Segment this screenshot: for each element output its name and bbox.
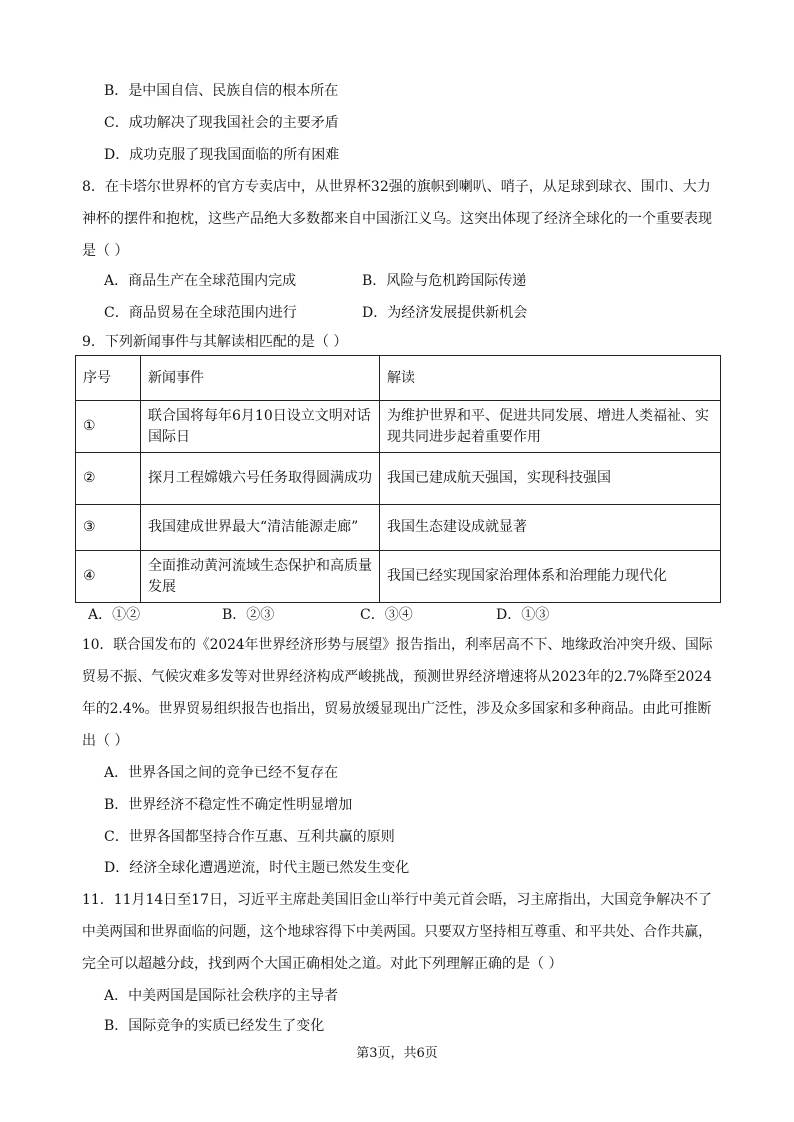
- q10-stem-line-1: 10．联合国发布的《2024年世界经济形势与展望》报告指出，利率居高不下、地缘政治冲突升级、国际: [82, 637, 713, 653]
- row-event: 联合国将每年6月10日设立文明对话国际日: [141, 401, 380, 453]
- row-number: ②: [76, 453, 141, 505]
- row-event: 我国建成世界最大“清洁能源走廊”: [141, 505, 380, 551]
- header-number: 序号: [76, 356, 141, 401]
- table-header-row: [76, 356, 721, 401]
- table-row: [76, 505, 721, 551]
- q10-option-d: D．经济全球化遭遇逆流，时代主题已然发生变化: [104, 860, 410, 876]
- row-reading: 我国已建成航天强国，实现科技强国: [380, 453, 721, 505]
- q11-stem-line-1: 11．11月14日至17日，习近平主席赴美国旧金山举行中美元首会晤，习主席指出，大国竞争解决不了: [82, 892, 713, 908]
- table-row: [76, 401, 721, 453]
- header-reading: 解读: [380, 356, 721, 401]
- q9-option-c: C．③④: [360, 607, 413, 623]
- q8-stem-line-1: 8．在卡塔尔世界杯的官方专卖店中，从世界杯32强的旗帜到喇叭、哨子，从足球到球衣、围巾、大力: [82, 179, 711, 195]
- q9-stem: 9．下列新闻事件与其解读相匹配的是（ ）: [82, 334, 348, 350]
- q11-option-b: B．国际竞争的实质已经发生了变化: [104, 1018, 325, 1034]
- row-reading: 我国生态建设成就显著: [380, 505, 721, 551]
- table-row: [76, 453, 721, 505]
- q10-option-a: A．世界各国之间的竞争已经不复存在: [104, 765, 339, 781]
- q8-option-c: C．商品贸易在全球范围内进行: [104, 305, 297, 321]
- q10-option-b: B．世界经济不稳定性不确定性明显增加: [104, 797, 353, 813]
- q8-option-d: D．为经济发展提供新机会: [362, 305, 528, 321]
- row-number: ④: [76, 551, 141, 603]
- header-event: 新闻事件: [141, 356, 380, 401]
- q9-option-b: B．②③: [222, 607, 275, 623]
- q8-option-b: B．风险与危机跨国际传递: [362, 273, 527, 289]
- q10-stem-line-3: 年的2.4%。世界贸易组织报告也指出，贸易放缓显现出广泛性，涉及众多国家和多种商品。由此可推断: [82, 701, 712, 717]
- row-number: ①: [76, 401, 141, 453]
- row-reading: 我国已经实现国家治理体系和治理能力现代化: [380, 551, 721, 603]
- q8-stem-line-2: 神杯的摆件和抱枕，这些产品绝大多数都来自中国浙江义乌。这突出体现了经济全球化的一个重要表现: [82, 211, 712, 227]
- q11-stem-line-2: 中美两国和世界面临的问题，这个地球容得下中美两国。只要双方坚持相互尊重、和平共处、合作共赢，: [82, 924, 712, 940]
- q7-option-d: D．成功克服了现我国面临的所有困难: [104, 147, 340, 163]
- q11-stem-line-3: 完全可以超越分歧，找到两个大国正确相处之道。对此下列理解正确的是（ ）: [82, 956, 563, 972]
- q8-stem-line-3: 是（ ）: [82, 243, 129, 259]
- page-footer: 第3页，共6页: [356, 1046, 438, 1061]
- q7-option-c: C．成功解决了现我国社会的主要矛盾: [104, 115, 339, 131]
- q9-option-a: A．①②: [88, 607, 141, 623]
- row-reading: 为维护世界和平、促进共同发展、增进人类福祉、实现共同进步起着重要作用: [380, 401, 721, 453]
- q10-stem-line-4: 出（ ）: [82, 733, 129, 749]
- q10-option-c: C．世界各国都坚持合作互惠、互利共赢的原则: [104, 829, 395, 845]
- row-event: 探月工程嫦娥六号任务取得圆满成功: [141, 453, 380, 505]
- row-event: 全面推动黄河流域生态保护和高质量发展: [141, 551, 380, 603]
- q9-option-d: D．①③: [496, 607, 550, 623]
- q10-stem-line-2: 贸易不振、气候灾难多发等对世界经济构成严峻挑战，预测世界经济增速将从2023年的2.7%降至2024: [82, 669, 712, 685]
- q8-option-a: A．商品生产在全球范围内完成: [104, 273, 297, 289]
- table-row: [76, 551, 721, 603]
- q11-option-a: A．中美两国是国际社会秩序的主导者: [104, 988, 339, 1004]
- row-number: ③: [76, 505, 141, 551]
- q7-option-b: B．是中国自信、民族自信的根本所在: [104, 83, 339, 99]
- news-table: [75, 355, 721, 603]
